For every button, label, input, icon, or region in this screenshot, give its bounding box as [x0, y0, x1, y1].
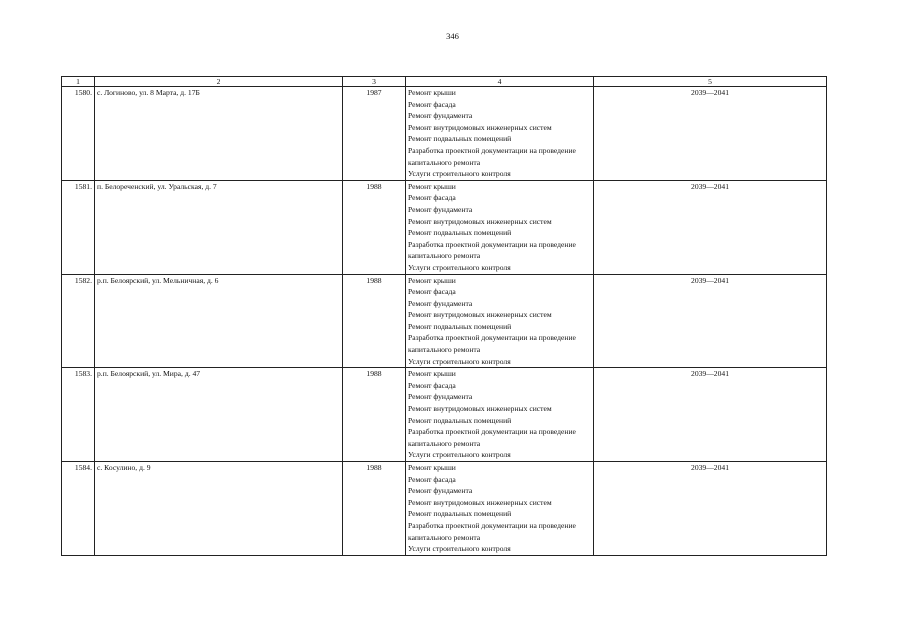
column-header: 3	[343, 77, 406, 87]
row-number-cell: 1580.	[62, 87, 95, 181]
table-row	[62, 368, 827, 462]
work-item: Ремонт фасада	[408, 287, 456, 297]
work-item: Разработка проектной документации на проведение капитального ремонта	[408, 239, 576, 261]
work-item: Ремонт внутридомовых инженерных систем	[408, 122, 552, 132]
row-number-cell: 1581.	[62, 180, 95, 274]
work-item: Ремонт внутридомовых инженерных систем	[408, 497, 552, 507]
work-item: Ремонт подвальных помещений	[408, 415, 512, 425]
period-cell: 2039—2041	[594, 274, 827, 368]
works-cell	[406, 368, 594, 462]
work-item: Ремонт фундамента	[408, 204, 473, 214]
work-item: Ремонт внутридомовых инженерных систем	[408, 404, 552, 414]
work-item: Разработка проектной документации на проведение капитального ремонта	[408, 333, 576, 355]
page-number: 346	[446, 31, 459, 41]
period-cell: 2039—2041	[594, 87, 827, 181]
work-item: Ремонт фасада	[408, 99, 456, 109]
work-item: Услуги строительного контроля	[408, 169, 511, 179]
year-cell: 1988	[343, 180, 406, 274]
row-number-cell: 1583.	[62, 368, 95, 462]
address-cell: с. Логиново, ул. 8 Марта, д. 17Б	[95, 87, 343, 181]
table-header	[62, 77, 827, 87]
period-cell: 2039—2041	[594, 462, 827, 556]
work-item: Ремонт фасада	[408, 380, 456, 390]
column-header: 2	[95, 77, 343, 87]
address-cell: р.п. Белоярский, ул. Мира, д. 47	[95, 368, 343, 462]
column-header: 4	[406, 77, 594, 87]
address-cell: р.п. Белоярский, ул. Мельничная, д. 6	[95, 274, 343, 368]
column-header: 5	[594, 77, 827, 87]
work-item: Ремонт подвальных помещений	[408, 228, 512, 238]
works-cell	[406, 274, 594, 368]
year-cell: 1987	[343, 87, 406, 181]
work-item: Ремонт крыши	[408, 463, 456, 472]
table-body	[62, 87, 827, 556]
work-item: Ремонт внутридомовых инженерных систем	[408, 310, 552, 320]
table-row	[62, 180, 827, 274]
work-item: Ремонт фасада	[408, 474, 456, 484]
row-number-cell: 1582.	[62, 274, 95, 368]
period-cell: 2039—2041	[594, 368, 827, 462]
work-item: Разработка проектной документации на проведение капитального ремонта	[408, 145, 576, 167]
work-item: Ремонт фундамента	[408, 298, 473, 308]
column-header: 1	[62, 77, 95, 87]
works-cell	[406, 87, 594, 181]
works-cell	[406, 462, 594, 556]
work-item: Услуги строительного контроля	[408, 356, 511, 366]
table-row	[62, 274, 827, 368]
work-item: Услуги строительного контроля	[408, 262, 511, 272]
work-item: Ремонт крыши	[408, 181, 456, 191]
repair-schedule-table	[61, 76, 827, 556]
column-number-row	[62, 77, 827, 87]
year-cell: 1988	[343, 368, 406, 462]
work-item: Ремонт внутридомовых инженерных систем	[408, 216, 552, 226]
year-cell: 1988	[343, 274, 406, 368]
work-item: Услуги строительного контроля	[408, 450, 511, 460]
work-item: Ремонт подвальных помещений	[408, 134, 512, 144]
row-number-cell: 1584.	[62, 462, 95, 556]
address-cell: с. Косулино, д. 9	[95, 462, 343, 556]
work-item: Ремонт крыши	[408, 369, 456, 379]
work-item: Ремонт фундамента	[408, 392, 473, 402]
work-item: Ремонт фундамента	[408, 111, 473, 121]
work-item: Ремонт крыши	[408, 275, 456, 285]
work-item: Услуги строительного контроля	[408, 544, 511, 554]
year-cell: 1988	[343, 462, 406, 556]
work-item: Ремонт фасада	[408, 193, 456, 203]
address-cell: п. Белореченский, ул. Уральская, д. 7	[95, 180, 343, 274]
table-row	[62, 462, 827, 556]
table-row	[62, 87, 827, 181]
work-item: Разработка проектной документации на проведение капитального ремонта	[408, 427, 576, 448]
period-cell: 2039—2041	[594, 180, 827, 274]
work-item: Ремонт подвальных помещений	[408, 509, 512, 519]
work-item: Ремонт фундамента	[408, 486, 473, 496]
work-item: Ремонт крыши	[408, 88, 456, 97]
work-item: Разработка проектной документации на проведение капитального ремонта	[408, 520, 576, 542]
work-item: Ремонт подвальных помещений	[408, 321, 512, 331]
works-cell	[406, 180, 594, 274]
